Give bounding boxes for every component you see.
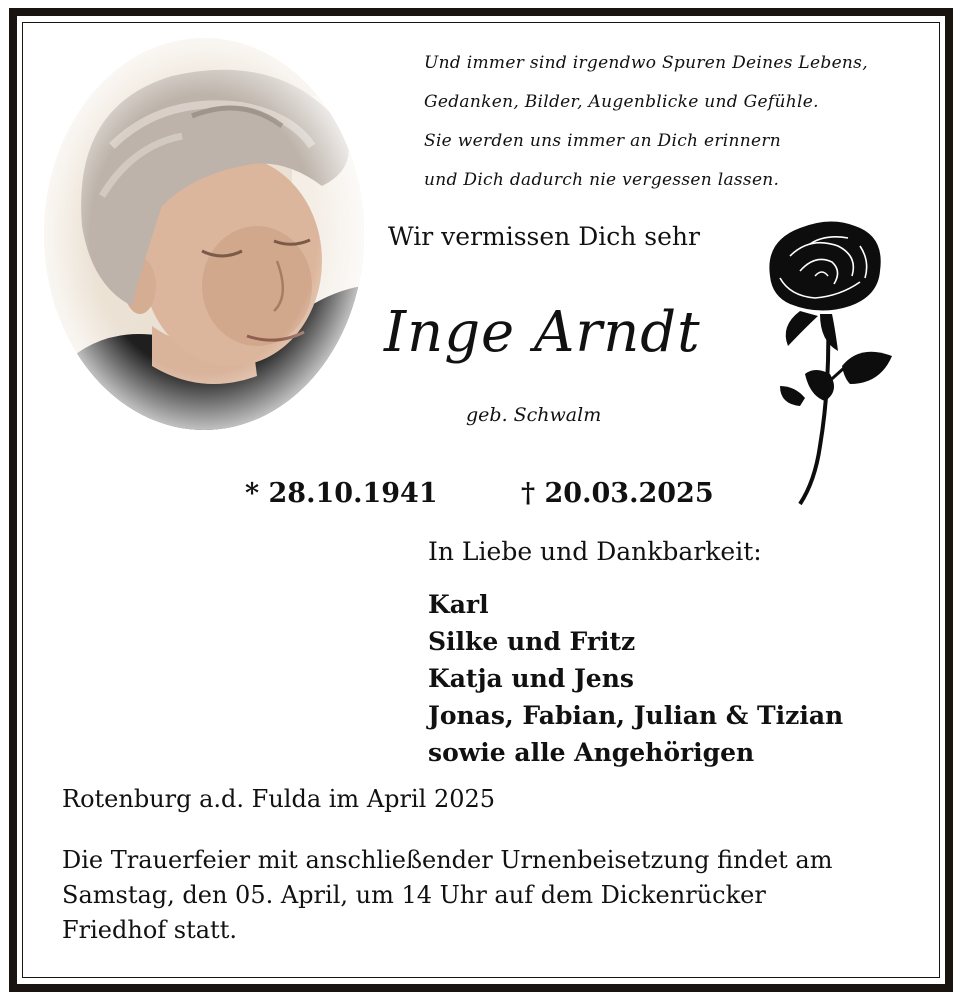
portrait-photo [42,36,366,432]
birth-date: * 28.10.1941 [245,478,438,509]
heading-miss: Wir vermissen Dich sehr [388,222,700,251]
family-member: Jonas, Fabian, Julian & Tizian [428,701,844,730]
funeral-notice [62,843,932,948]
memorial-quote [424,44,924,200]
maiden-name: geb. Schwalm [466,404,602,426]
notice-line: Friedhof statt. [62,916,237,944]
quote-line: Gedanken, Bilder, Augenblicke und Gefühle. [424,92,819,112]
family-member: Karl [428,590,489,619]
death-date: † 20.03.2025 [521,478,714,509]
quote-line: Sie werden uns immer an Dich erinnern [424,131,782,151]
thanks-heading: In Liebe und Dankbarkeit: [428,537,762,566]
quote-line: Und immer sind irgendwo Spuren Deines Lebens, [424,53,868,73]
family-member: Silke und Fritz [428,627,636,656]
place-date: Rotenburg a.d. Fulda im April 2025 [62,785,496,813]
family-member: sowie alle Angehörigen [428,738,755,767]
notice-line: Die Trauerfeier mit anschließender Urnenbeisetzung findet am [62,846,833,874]
rose-icon [760,216,900,510]
deceased-name: Inge Arndt [384,300,701,365]
quote-line: und Dich dadurch nie vergessen lassen. [424,170,780,190]
family-list [428,586,843,771]
family-member: Katja und Jens [428,664,634,693]
notice-line: Samstag, den 05. April, um 14 Uhr auf dem Dickenrücker [62,881,766,909]
